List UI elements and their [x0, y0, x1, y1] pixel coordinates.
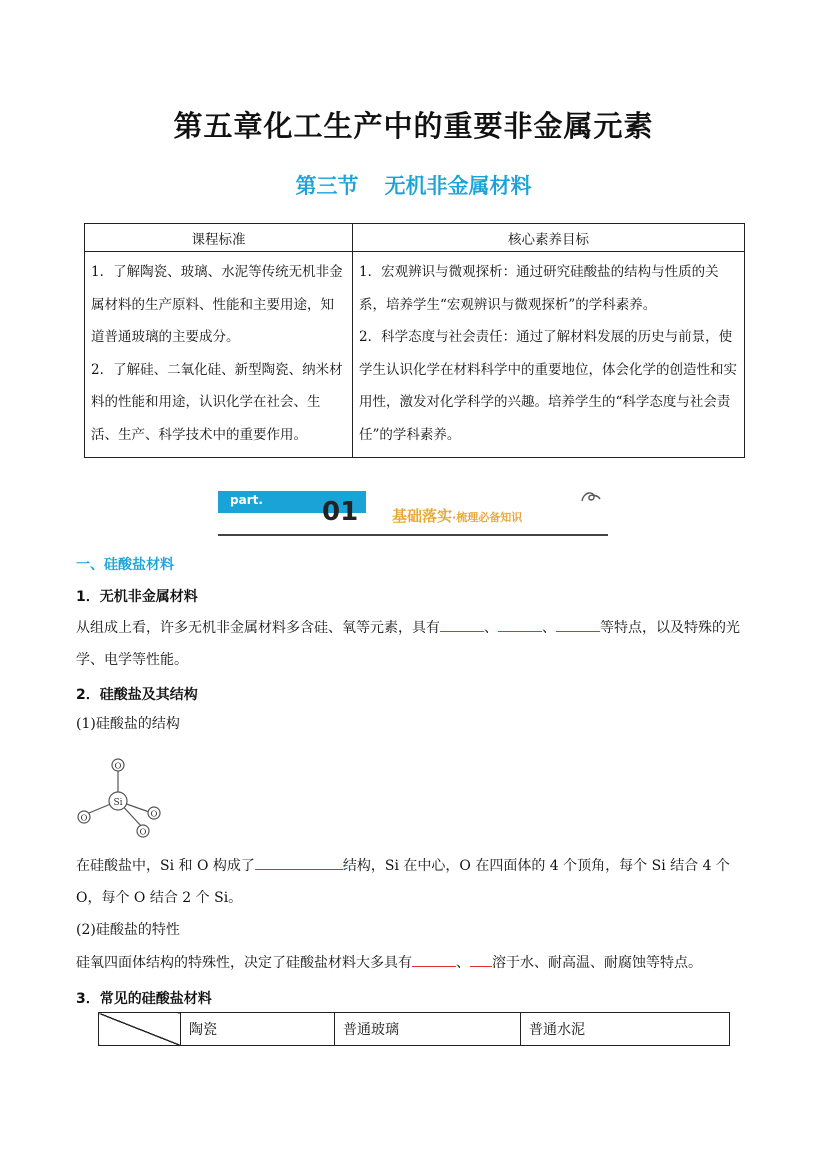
banner-number: 01 [322, 497, 359, 527]
banner-label-sub: ·梳理必备知识 [452, 511, 523, 524]
fill-blank[interactable] [498, 617, 542, 632]
item-properties: (2)硅酸盐的特性 [76, 922, 180, 938]
standards-table [84, 223, 745, 458]
paragraph-text: 等特点，以及特殊的光学、电学等性能。 [76, 620, 740, 668]
separator: 、 [542, 620, 556, 636]
fill-blank[interactable] [556, 617, 600, 632]
o-label: O [80, 813, 88, 824]
subsection-heading-1: 1．无机非金属材料 [76, 589, 198, 605]
swirl-icon [580, 489, 602, 505]
standards-header: 课程标准 [85, 224, 353, 252]
o-label: O [150, 809, 158, 820]
section-name: 无机非金属材料 [384, 174, 532, 198]
fill-blank[interactable] [255, 855, 343, 870]
objective-item: 2．科学态度与社会责任：通过了解材料发展的历史与前景，使学生认识化学在材料科学中的重要地位，体会化学的创造性和实用性，激发对化学科学的兴趣。培养学生的“科学态度与社会责任”的学科素养。 [359, 329, 737, 443]
item-structure: (1)硅酸盐的结构 [76, 716, 180, 732]
chapter-title: 第五章化工生产中的重要非金属元素 [173, 109, 654, 143]
separator: 、 [484, 620, 498, 636]
paragraph-text: 结构，Si 在中心，O 在四面体的 4 个顶角，每个 Si 结合 4 个 O，每个 O 结合 2 个 Si。 [76, 858, 730, 906]
paragraph-text: 溶于水、耐高温、耐腐蚀等特点。 [492, 955, 702, 971]
section-number: 第三节 [295, 174, 359, 198]
column-header-glass: 普通玻璃 [335, 1013, 521, 1046]
separator: 、 [456, 955, 470, 971]
standard-item: 1．了解陶瓷、玻璃、水泥等传统无机非金属材料的生产原料、性能和主要用途，知道普通玻璃的主要成分。 [91, 264, 343, 345]
paragraph-text: 从组成上看，许多无机非金属材料多含硅、氧等元素，具有 [76, 620, 440, 636]
o-label: O [139, 827, 147, 838]
part-banner [218, 487, 610, 537]
standards-cell [85, 252, 353, 458]
si-label: Si [113, 798, 123, 808]
paragraph-text: 在硅酸盐中，Si 和 O 构成了 [76, 858, 255, 874]
objectives-cell [353, 252, 745, 458]
subsection-heading-2: 2．硅酸盐及其结构 [76, 687, 198, 703]
paragraph-structure [76, 850, 756, 914]
column-header-ceramics: 陶瓷 [181, 1013, 335, 1046]
diagonal-header-cell [99, 1013, 181, 1046]
banner-label-main: 基础落实 [392, 507, 453, 525]
subsection-heading-3: 3．常见的硅酸盐材料 [76, 991, 212, 1007]
paragraph-text: 硅氧四面体结构的特殊性，决定了硅酸盐材料大多具有 [76, 955, 412, 971]
paragraph-properties [76, 947, 756, 979]
objectives-header: 核心素养目标 [353, 224, 745, 252]
section-heading: 一、硅酸盐材料 [76, 557, 174, 573]
o-label: O [114, 761, 122, 772]
fill-blank[interactable] [412, 952, 456, 967]
banner-label [392, 505, 522, 526]
paragraph-inorganic [76, 612, 756, 676]
silicate-materials-table [98, 1012, 730, 1046]
column-header-cement: 普通水泥 [521, 1013, 730, 1046]
banner-part-label: part. [230, 493, 263, 507]
silicate-tetrahedron-diagram [74, 755, 164, 841]
fill-blank[interactable] [470, 952, 492, 967]
objective-item: 1．宏观辨识与微观探析：通过研究硅酸盐的结构与性质的关系，培养学生“宏观辨识与微观探析”的学科素养。 [359, 264, 719, 313]
banner-underline [218, 534, 608, 536]
section-title [0, 170, 827, 200]
fill-blank[interactable] [440, 617, 484, 632]
standard-item: 2．了解硅、二氧化硅、新型陶瓷、纳米材料的性能和用途，认识化学在社会、生活、生产、科学技术中的重要作用。 [91, 361, 343, 443]
